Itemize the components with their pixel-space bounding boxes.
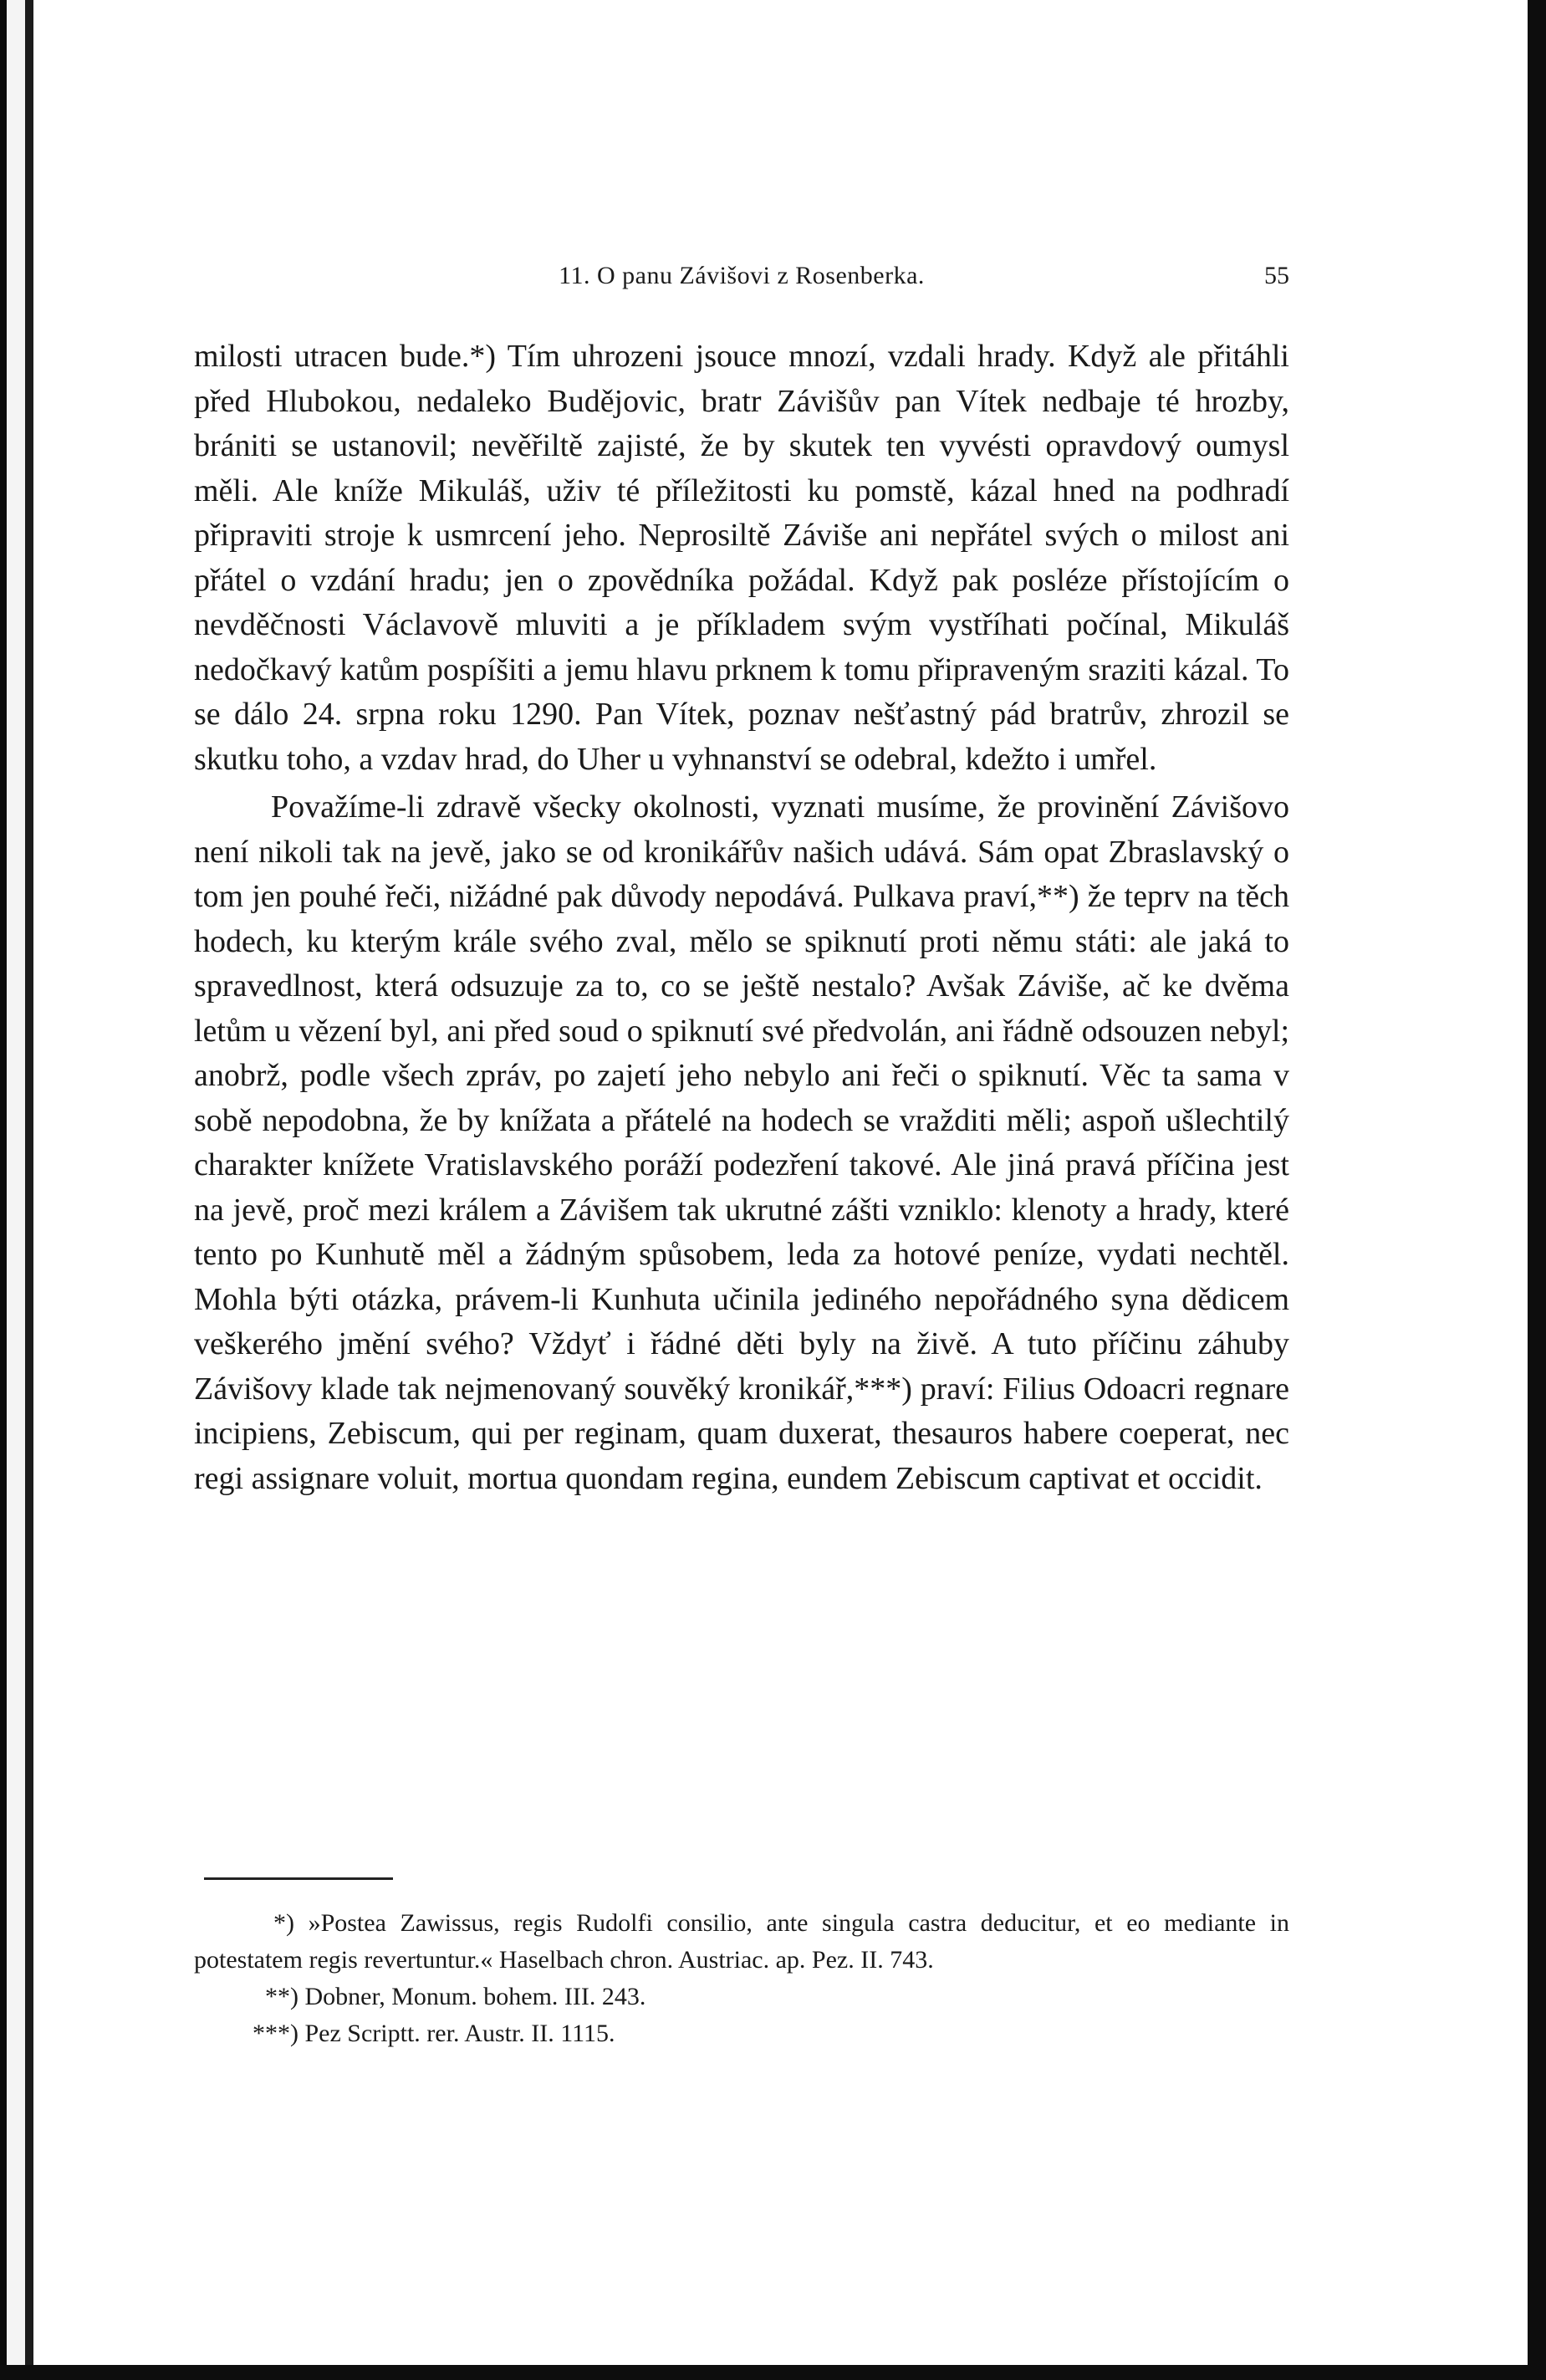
scan-edge-left bbox=[0, 0, 7, 2380]
footnotes bbox=[194, 1905, 1289, 2052]
footnote-3: ***) Pez Scriptt. rer. Austr. II. 1115. bbox=[253, 2020, 615, 2047]
main-text bbox=[194, 335, 1289, 1501]
footnote-separator bbox=[204, 1877, 393, 1880]
scan-margin-left bbox=[7, 0, 25, 2380]
paragraph-1: milosti utracen bude.*) Tím uhrozeni jsouce mnozí, vzdali hrady. Když ale přitáhli před Hlubokou, nedaleko Budějovic, bratr Závišův pan Vítek nedbaje té hrozby, brániti se ustanovil; nevěřiltě zajisté, že by skutek ten vyvésti opravdový oumysl měli. Ale kníže Mikuláš, uživ té příležitosti ku pomstě, kázal hned na podhradí připraviti stroje k usmrcení jeho. Neprosiltě Záviše ani nepřátel svých o milost ani přátel o vzdání hradu; jen o zpovědníka požádal. Když pak posléze přístojícím o nevděčnosti Václavově mluviti a je příkladem svým vystříhati počínal, Mikuláš nedočkavý katům pospíšiti a jemu hlavu prknem k tomu připraveným sraziti kázal. To se dálo 24. srpna roku 1290. Pan Vítek, poznav nešťastný pád bratrův, zhrozil se skutku toho, a vzdav hrad, do Uher u vyhnanství se odebral, kdežto i umřel. bbox=[194, 339, 1289, 777]
page-number: 55 bbox=[1264, 262, 1289, 289]
footnote-1: *) »Postea Zawissus, regis Rudolfi consilio, ante singula castra deducitur, et eo mediante in potestatem regis revertuntur.« Haselbach chron. Austriac. ap. Pez. II. 743. bbox=[194, 1909, 1289, 1974]
running-header bbox=[194, 262, 1289, 295]
scan-edge-right bbox=[1528, 0, 1546, 2380]
paragraph-2: Považíme-li zdravě všecky okolnosti, vyznati musíme, že provinění Závišovo není nikoli tak na jevě, jako se od kronikářův našich udává. Sám opat Zbraslavský o tom jen pouhé řeči, nižádné pak důvody nepodává. Pulkava praví,**) že teprv na těch hodech, ku kterým krále svého zval, mělo se spiknutí proti němu státi: ale jaká to spravedlnost, která odsuzuje za to, co se ještě nestalo? Avšak Záviše, ač ke dvěma letům u vězení byl, ani před soud o spiknutí své předvolán, ani řádně odsouzen nebyl; anobrž, podle všech zpráv, po zajetí jeho nebylo ani řeči o spiknutí. Věc ta sama v sobě nepodobna, že by knížata a přátelé na hodech se vražditi měli; aspoň ušlechtilý charakter knížete Vratislavského poráží podezření takové. Ale jiná pravá příčina jest na jevě, proč mezi králem a Závišem tak ukrutné zášti vzniklo: klenoty a hrady, které tento po Kunhutě měl a žádným spůsobem, leda za hotové peníze, vydati nechtěl. Mohla býti otázka, právem-li Kunhuta učinila jediného nepořádného syna dědicem veškerého jmění svého? Vždyť i řádné děti byly na živě. A tuto příčinu záhuby Závišovy klade tak nejmenovaný souvěký kronikář,***) praví: Filius Odoacri regnare incipiens, Zebiscum, qui per reginam, quam duxerat, thesauros habere coeperat, nec regi assignare voluit, mortua quondam regina, eundem Zebiscum captivat et occidit. bbox=[194, 789, 1289, 1496]
book-spine-edge bbox=[25, 0, 33, 2380]
scan-edge-bottom bbox=[0, 2365, 1546, 2380]
footnote-2: **) Dobner, Monum. bohem. III. 243. bbox=[265, 1983, 646, 2010]
chapter-title: 11. O panu Závišovi z Rosenberka. bbox=[559, 262, 925, 289]
